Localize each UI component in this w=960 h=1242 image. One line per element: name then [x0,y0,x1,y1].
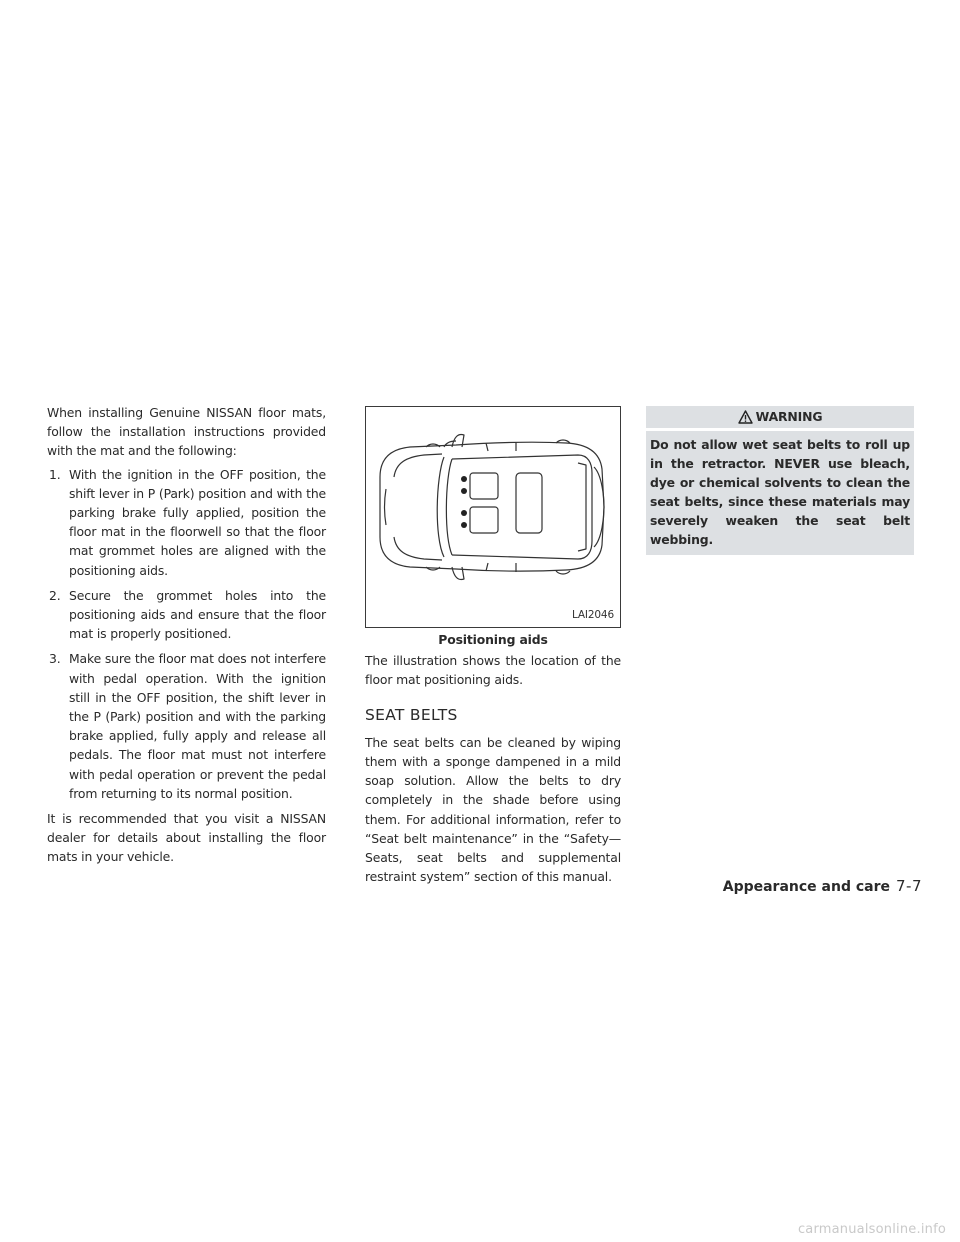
section-heading-seat-belts: SEAT BELTS [365,705,458,724]
positioning-aids-figure [365,406,621,628]
column-middle [365,403,621,886]
step-number: 3. [49,651,61,667]
car-top-view-illustration [366,407,620,627]
figure-description: The illustration shows the location of the floor mat positioning aids. [365,653,621,688]
seat-belts-paragraph: The seat belts can be cleaned by wiping them with a sponge dampened in a mild soap solution. Allow the belts to dry completely in the shade before using them. For additional information, refer to “Seat belt maintenance” in the “Safety—Seats, seat belts and supplemental restraint system” section of this manual. [365,734,621,885]
footer-section-title: Appearance and care [722,879,890,895]
closing-paragraph: It is recommended that you visit a NISSAN dealer for details about installing the floor mats in your vehicle. [47,811,326,865]
step-number: 1. [49,466,61,482]
step-number: 2. [49,587,61,603]
figure-code: LAI2046 [571,608,614,621]
warning-body: Do not allow wet seat belts to roll up in the retractor. NEVER use bleach, dye or chemical solvents to clean the seat belts, since these materials may severely weaken the seat belt webbing. [646,431,914,555]
list-item [47,649,326,803]
page-footer [723,877,922,895]
step-text: Make sure the floor mat does not interfere with pedal operation. With the ignition still in the OFF position, the shift lever in the P (Park) position and with the parking brake applied, fully apply and release all pedals. The floor mat must not interfere with pedal operation or prevent the pedal from returning to its normal position. [69,651,326,801]
watermark-text: carmanualsonline.info [797,1222,946,1237]
column-left [47,403,326,867]
column-right [646,403,914,555]
warning-title: WARNING [755,409,823,425]
installation-steps [47,465,326,803]
step-text: Secure the grommet holes into the positioning aids and ensure that the floor mat is properly positioned. [69,587,326,642]
step-text: With the ignition in the OFF position, the shift lever in P (Park) position and with the parking brake fully applied, position the floor mat in the floorwell so that the floor mat grommet holes are aligned with the positioning aids. [69,466,326,578]
page-number: 7-7 [896,877,922,895]
list-item [47,586,326,644]
list-item [47,465,326,580]
figure-caption: Positioning aids [438,632,548,647]
warning-triangle-icon [738,410,753,424]
intro-paragraph: When installing Genuine NISSAN floor mats, follow the installation instructions provided with the mat and the following: [47,405,326,459]
warning-header [646,406,914,428]
